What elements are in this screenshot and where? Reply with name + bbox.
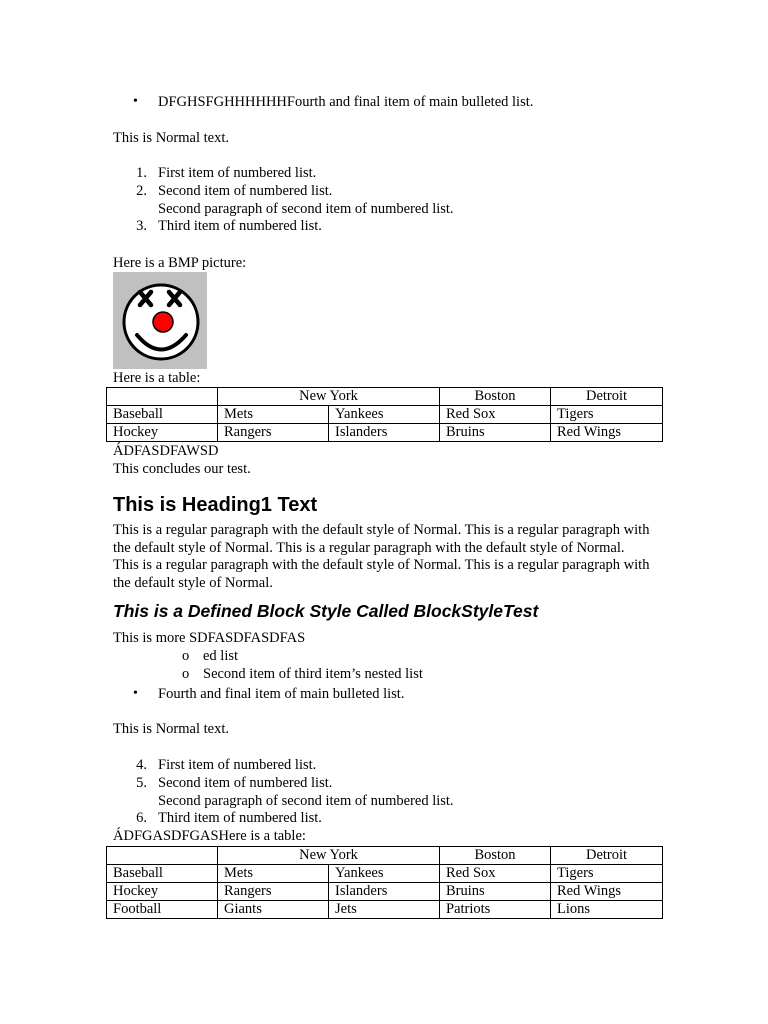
table-cell: Yankees bbox=[329, 865, 440, 883]
table-cell: Red Wings bbox=[551, 424, 663, 442]
bullet-item: Fourth and final item of main bulleted list. bbox=[158, 686, 405, 702]
table2-caption: ÁDFGASDFGASHere is a table: bbox=[113, 828, 306, 844]
after-table-text: ÁDFASDFAWSD bbox=[113, 443, 219, 459]
table-cell: Lions bbox=[551, 901, 663, 919]
normal-text: This is Normal text. bbox=[113, 721, 229, 737]
table-cell: Tigers bbox=[551, 406, 663, 424]
table-cell: Hockey bbox=[107, 883, 218, 901]
list-number: 4. bbox=[136, 757, 147, 773]
table-header-cell bbox=[107, 847, 218, 865]
table-cell: Mets bbox=[218, 865, 329, 883]
table-header-cell: Boston bbox=[440, 388, 551, 406]
normal-text: This is Normal text. bbox=[113, 130, 229, 146]
table-cell: Patriots bbox=[440, 901, 551, 919]
table-cell: Jets bbox=[329, 901, 440, 919]
table-cell: Giants bbox=[218, 901, 329, 919]
table-cell: Rangers bbox=[218, 424, 329, 442]
nested-bullet-icon: o bbox=[182, 648, 190, 664]
table-cell: Red Sox bbox=[440, 865, 551, 883]
table-cell: Islanders bbox=[329, 883, 440, 901]
table-header-cell: Detroit bbox=[551, 388, 663, 406]
table-header-cell: New York bbox=[218, 847, 440, 865]
list-item: Third item of numbered list. bbox=[158, 218, 322, 234]
list-number: 2. bbox=[136, 183, 147, 199]
nested-list-item: ed list bbox=[203, 648, 239, 664]
table-header-row bbox=[107, 388, 663, 406]
table-row bbox=[107, 406, 663, 424]
list-item-paragraph: Second paragraph of second item of numbered list. bbox=[158, 793, 454, 809]
bullet-item: DFGHSFGHHHHHHFourth and final item of main bulleted list. bbox=[158, 94, 534, 110]
bullet-icon: • bbox=[133, 686, 138, 701]
list-item: Third item of numbered list. bbox=[158, 810, 322, 826]
list-item: First item of numbered list. bbox=[158, 165, 317, 181]
list-number: 6. bbox=[136, 810, 147, 826]
table-header-row bbox=[107, 847, 663, 865]
block-style-heading: This is a Defined Block Style Called BlockStyleTest bbox=[113, 601, 539, 621]
nested-list-item: Second item of third item’s nested list bbox=[203, 666, 423, 682]
nested-bullet-icon: o bbox=[182, 666, 190, 682]
table-cell: Red Sox bbox=[440, 406, 551, 424]
table-cell: Red Wings bbox=[551, 883, 663, 901]
sports-table bbox=[106, 387, 663, 442]
table-cell: Hockey bbox=[107, 424, 218, 442]
more-text: This is more SDFASDFASDFAS bbox=[113, 630, 306, 646]
table-header-cell bbox=[107, 388, 218, 406]
table-row bbox=[107, 865, 663, 883]
table-cell: Baseball bbox=[107, 406, 218, 424]
clown-face-icon bbox=[113, 272, 207, 369]
list-number: 5. bbox=[136, 775, 147, 791]
table-cell: Tigers bbox=[551, 865, 663, 883]
table-header-cell: Detroit bbox=[551, 847, 663, 865]
table-cell: Mets bbox=[218, 406, 329, 424]
list-item: First item of numbered list. bbox=[158, 757, 317, 773]
table-header-cell: Boston bbox=[440, 847, 551, 865]
table-cell: Football bbox=[107, 901, 218, 919]
table-cell: Rangers bbox=[218, 883, 329, 901]
table-row bbox=[107, 883, 663, 901]
table-caption: Here is a table: bbox=[113, 370, 201, 386]
regular-paragraph: This is a regular paragraph with the default style of Normal. This is a regular paragraph with the default style of Normal. This is a regular paragraph with the default style of Normal. This is a regular paragraph with the default style of Normal. This is a regular paragraph with the default style of Normal. bbox=[113, 522, 650, 591]
table-cell: Baseball bbox=[107, 865, 218, 883]
heading1: This is Heading1 Text bbox=[113, 494, 318, 516]
table-row bbox=[107, 424, 663, 442]
bmp-caption: Here is a BMP picture: bbox=[113, 255, 247, 271]
table-cell: Bruins bbox=[440, 424, 551, 442]
table-row bbox=[107, 901, 663, 919]
table-cell: Islanders bbox=[329, 424, 440, 442]
list-number: 1. bbox=[136, 165, 147, 181]
bullet-icon: • bbox=[133, 94, 138, 109]
table-cell: Yankees bbox=[329, 406, 440, 424]
table-header-cell: New York bbox=[218, 388, 440, 406]
list-number: 3. bbox=[136, 218, 147, 234]
list-item: Second item of numbered list. bbox=[158, 775, 333, 791]
list-item: Second item of numbered list. bbox=[158, 183, 333, 199]
list-item-paragraph: Second paragraph of second item of numbered list. bbox=[158, 201, 454, 217]
table-cell: Bruins bbox=[440, 883, 551, 901]
sports-table-2 bbox=[106, 846, 663, 919]
conclusion-text: This concludes our test. bbox=[113, 461, 251, 477]
